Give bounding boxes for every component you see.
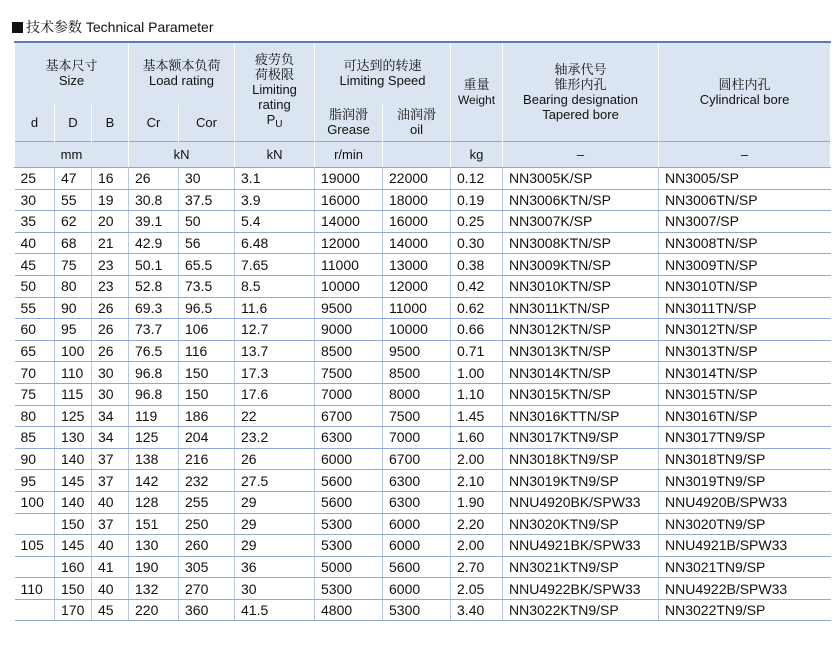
cell-outer-D: 170 (55, 599, 92, 621)
cell-weight: 0.62 (451, 297, 503, 319)
cell-width-B: 19 (92, 189, 129, 211)
cell-bore-d: 110 (15, 578, 55, 600)
cell-cr: 142 (129, 470, 179, 492)
cell-cor: 30 (179, 168, 235, 190)
cell-cr: 125 (129, 427, 179, 449)
cell-cor: 56 (179, 232, 235, 254)
cell-bore-d: 65 (15, 340, 55, 362)
cell-outer-D: 150 (55, 513, 92, 535)
cell-fatigue-pu: 41.5 (235, 599, 315, 621)
cell-cor: 50 (179, 211, 235, 233)
table-row (15, 319, 831, 341)
table-row (15, 362, 831, 384)
cell-cr: 220 (129, 599, 179, 621)
cell-tapered-bore: NNU4922BK/SPW33 (503, 578, 659, 600)
cell-speed-grease: 6300 (315, 427, 383, 449)
cell-cor: 204 (179, 427, 235, 449)
cell-width-B: 34 (92, 427, 129, 449)
cell-width-B: 23 (92, 254, 129, 276)
cell-speed-grease: 9000 (315, 319, 383, 341)
cell-fatigue-pu: 12.7 (235, 319, 315, 341)
cell-speed-oil: 10000 (383, 319, 451, 341)
table-row (15, 578, 831, 600)
cell-cr: 132 (129, 578, 179, 600)
cell-weight: 0.25 (451, 211, 503, 233)
cell-bore-d: 40 (15, 232, 55, 254)
unit-oil-blank (383, 142, 451, 168)
cell-weight: 2.05 (451, 578, 503, 600)
cell-speed-grease: 5300 (315, 578, 383, 600)
table-row (15, 232, 831, 254)
cell-width-B: 26 (92, 340, 129, 362)
cell-weight: 2.00 (451, 448, 503, 470)
cell-bore-d (15, 556, 55, 578)
cell-outer-D: 95 (55, 319, 92, 341)
table-row (15, 427, 831, 449)
cell-cylindrical-bore: NN3005/SP (659, 168, 831, 190)
cell-fatigue-pu: 5.4 (235, 211, 315, 233)
cell-cylindrical-bore: NN3016TN/SP (659, 405, 831, 427)
table-row (15, 599, 831, 621)
cell-cylindrical-bore: NNU4920B/SPW33 (659, 491, 831, 513)
cell-outer-D: 115 (55, 383, 92, 405)
unit-kn-fatigue: kN (235, 142, 315, 168)
cell-width-B: 34 (92, 405, 129, 427)
cell-cylindrical-bore: NN3021TN9/SP (659, 556, 831, 578)
cell-cylindrical-bore: NN3019TN9/SP (659, 470, 831, 492)
cell-weight: 3.40 (451, 599, 503, 621)
cell-tapered-bore: NN3017KTN9/SP (503, 427, 659, 449)
cell-cylindrical-bore: NN3013TN/SP (659, 340, 831, 362)
cell-cylindrical-bore: NNU4922B/SPW33 (659, 578, 831, 600)
cell-fatigue-pu: 23.2 (235, 427, 315, 449)
cell-bore-d: 60 (15, 319, 55, 341)
cell-bore-d (15, 513, 55, 535)
cell-outer-D: 62 (55, 211, 92, 233)
cell-cr: 69.3 (129, 297, 179, 319)
cell-weight: 0.38 (451, 254, 503, 276)
cell-cor: 106 (179, 319, 235, 341)
cell-speed-oil: 5300 (383, 599, 451, 621)
cell-outer-D: 140 (55, 448, 92, 470)
cell-weight: 2.20 (451, 513, 503, 535)
cell-speed-oil: 6300 (383, 491, 451, 513)
cell-speed-grease: 6000 (315, 448, 383, 470)
cell-speed-oil: 13000 (383, 254, 451, 276)
cell-cr: 96.8 (129, 383, 179, 405)
cell-tapered-bore: NN3012KTN/SP (503, 319, 659, 341)
header-limiting-speed: 可达到的转速 Limiting Speed (315, 42, 451, 103)
header-oil: 油润滑 oil (383, 103, 451, 142)
fatigue-subscript: U (275, 119, 283, 130)
cell-tapered-bore: NNU4920BK/SPW33 (503, 491, 659, 513)
header-cylindrical-bore: 圆柱内孔 Cylindrical bore (659, 42, 831, 142)
cell-width-B: 21 (92, 232, 129, 254)
table-row (15, 383, 831, 405)
header-cor: Cor (179, 103, 235, 142)
cell-width-B: 30 (92, 383, 129, 405)
cell-fatigue-pu: 17.6 (235, 383, 315, 405)
cell-width-B: 40 (92, 535, 129, 557)
header-fatigue-limit: 疲劳负 荷极限 Limiting rating $P_U$ (235, 42, 315, 142)
cell-speed-oil: 6000 (383, 535, 451, 557)
cell-fatigue-pu: 8.5 (235, 275, 315, 297)
cell-fatigue-pu: 17.3 (235, 362, 315, 384)
cell-fatigue-pu: 7.65 (235, 254, 315, 276)
header-grease: 脂润滑 Grease (315, 103, 383, 142)
cell-tapered-bore: NN3015KTN/SP (503, 383, 659, 405)
cell-speed-grease: 5600 (315, 470, 383, 492)
cell-outer-D: 75 (55, 254, 92, 276)
cell-weight: 1.60 (451, 427, 503, 449)
cell-speed-grease: 10000 (315, 275, 383, 297)
cell-fatigue-pu: 11.6 (235, 297, 315, 319)
cell-width-B: 40 (92, 491, 129, 513)
unit-mm: mm (15, 142, 129, 168)
cell-bore-d: 90 (15, 448, 55, 470)
cell-speed-grease: 8500 (315, 340, 383, 362)
cell-bore-d (15, 599, 55, 621)
cell-outer-D: 47 (55, 168, 92, 190)
header-tapered-bore: 轴承代号 锥形内孔 Bearing designation Tapered bore (503, 42, 659, 142)
cell-cor: 270 (179, 578, 235, 600)
cell-cr: 30.8 (129, 189, 179, 211)
cell-cor: 260 (179, 535, 235, 557)
cell-speed-grease: 5600 (315, 491, 383, 513)
cell-cylindrical-bore: NN3012TN/SP (659, 319, 831, 341)
cell-speed-oil: 6700 (383, 448, 451, 470)
cell-speed-oil: 11000 (383, 297, 451, 319)
cell-bore-d: 55 (15, 297, 55, 319)
cell-weight: 2.00 (451, 535, 503, 557)
technical-parameter-table (14, 41, 831, 621)
cell-weight: 0.42 (451, 275, 503, 297)
table-row (15, 254, 831, 276)
cell-cylindrical-bore: NN3010TN/SP (659, 275, 831, 297)
cell-cr: 151 (129, 513, 179, 535)
cell-bore-d: 80 (15, 405, 55, 427)
cell-speed-grease: 16000 (315, 189, 383, 211)
cell-fatigue-pu: 26 (235, 448, 315, 470)
header-weight: 重量 Weight (451, 42, 503, 142)
cell-speed-grease: 4800 (315, 599, 383, 621)
cell-cylindrical-bore: NN3020TN9/SP (659, 513, 831, 535)
cell-outer-D: 125 (55, 405, 92, 427)
cell-bore-d: 85 (15, 427, 55, 449)
header-size: 基本尺寸 Size (15, 42, 129, 103)
header-d: d (15, 103, 55, 142)
cell-bore-d: 105 (15, 535, 55, 557)
table-row (15, 275, 831, 297)
cell-speed-grease: 11000 (315, 254, 383, 276)
cell-fatigue-pu: 29 (235, 513, 315, 535)
cell-outer-D: 90 (55, 297, 92, 319)
cell-bore-d: 45 (15, 254, 55, 276)
cell-speed-oil: 9500 (383, 340, 451, 362)
cell-bore-d: 75 (15, 383, 55, 405)
cell-fatigue-pu: 27.5 (235, 470, 315, 492)
cell-speed-oil: 6000 (383, 513, 451, 535)
unit-kg: kg (451, 142, 503, 168)
cell-bore-d: 100 (15, 491, 55, 513)
cell-bore-d: 35 (15, 211, 55, 233)
cell-speed-oil: 5600 (383, 556, 451, 578)
table-row (15, 491, 831, 513)
table-row (15, 448, 831, 470)
cell-tapered-bore: NN3011KTN/SP (503, 297, 659, 319)
cell-weight: 0.66 (451, 319, 503, 341)
cell-weight: 0.12 (451, 168, 503, 190)
cell-cor: 150 (179, 383, 235, 405)
cell-speed-grease: 9500 (315, 297, 383, 319)
cell-cylindrical-bore: NN3008TN/SP (659, 232, 831, 254)
cell-tapered-bore: NN3020KTN9/SP (503, 513, 659, 535)
cell-cr: 52.8 (129, 275, 179, 297)
cell-weight: 1.90 (451, 491, 503, 513)
cell-cylindrical-bore: NN3009TN/SP (659, 254, 831, 276)
cell-cylindrical-bore: NN3017TN9/SP (659, 427, 831, 449)
cell-weight: 0.30 (451, 232, 503, 254)
cell-width-B: 23 (92, 275, 129, 297)
cell-cor: 255 (179, 491, 235, 513)
cell-width-B: 40 (92, 578, 129, 600)
cell-outer-D: 145 (55, 470, 92, 492)
cell-speed-oil: 16000 (383, 211, 451, 233)
cell-cylindrical-bore: NN3022TN9/SP (659, 599, 831, 621)
cell-speed-oil: 12000 (383, 275, 451, 297)
cell-width-B: 30 (92, 362, 129, 384)
cell-speed-oil: 8000 (383, 383, 451, 405)
cell-speed-oil: 6300 (383, 470, 451, 492)
cell-weight: 1.00 (451, 362, 503, 384)
fatigue-symbol: P (266, 112, 276, 127)
cell-speed-oil: 22000 (383, 168, 451, 190)
cell-speed-grease: 6700 (315, 405, 383, 427)
cell-fatigue-pu: 3.9 (235, 189, 315, 211)
cell-cylindrical-bore: NN3007/SP (659, 211, 831, 233)
unit-cylindrical-dash: – (659, 142, 831, 168)
table-row (15, 211, 831, 233)
cell-outer-D: 80 (55, 275, 92, 297)
header-D: D (55, 103, 92, 142)
cell-width-B: 41 (92, 556, 129, 578)
cell-cr: 26 (129, 168, 179, 190)
cell-tapered-bore: NN3009KTN/SP (503, 254, 659, 276)
cell-width-B: 37 (92, 448, 129, 470)
cell-tapered-bore: NN3018KTN9/SP (503, 448, 659, 470)
cell-outer-D: 110 (55, 362, 92, 384)
cell-cor: 360 (179, 599, 235, 621)
cell-width-B: 16 (92, 168, 129, 190)
cell-cylindrical-bore: NN3006TN/SP (659, 189, 831, 211)
cell-cor: 116 (179, 340, 235, 362)
cell-speed-oil: 14000 (383, 232, 451, 254)
cell-fatigue-pu: 30 (235, 578, 315, 600)
cell-cylindrical-bore: NN3011TN/SP (659, 297, 831, 319)
unit-kn-load: kN (129, 142, 235, 168)
cell-cor: 305 (179, 556, 235, 578)
cell-width-B: 45 (92, 599, 129, 621)
cell-fatigue-pu: 36 (235, 556, 315, 578)
cell-fatigue-pu: 6.48 (235, 232, 315, 254)
table-row (15, 340, 831, 362)
cell-outer-D: 55 (55, 189, 92, 211)
cell-bore-d: 50 (15, 275, 55, 297)
cell-cor: 216 (179, 448, 235, 470)
cell-fatigue-pu: 3.1 (235, 168, 315, 190)
cell-weight: 2.10 (451, 470, 503, 492)
cell-cr: 73.7 (129, 319, 179, 341)
section-title-text: 技术参数 Technical Parameter (26, 19, 214, 35)
cell-outer-D: 145 (55, 535, 92, 557)
cell-cor: 250 (179, 513, 235, 535)
table-row (15, 297, 831, 319)
cell-cr: 39.1 (129, 211, 179, 233)
table-row (15, 189, 831, 211)
cell-cr: 50.1 (129, 254, 179, 276)
cell-speed-oil: 6000 (383, 578, 451, 600)
cell-tapered-bore: NN3013KTN/SP (503, 340, 659, 362)
cell-cor: 232 (179, 470, 235, 492)
header-cr: Cr (129, 103, 179, 142)
cell-speed-grease: 5000 (315, 556, 383, 578)
cell-cr: 76.5 (129, 340, 179, 362)
cell-width-B: 37 (92, 470, 129, 492)
cell-width-B: 37 (92, 513, 129, 535)
cell-tapered-bore: NN3007K/SP (503, 211, 659, 233)
cell-cr: 96.8 (129, 362, 179, 384)
cell-speed-grease: 7500 (315, 362, 383, 384)
header-load-rating: 基本额本负荷 Load rating (129, 42, 235, 103)
cell-cylindrical-bore: NN3015TN/SP (659, 383, 831, 405)
cell-cor: 186 (179, 405, 235, 427)
cell-speed-grease: 14000 (315, 211, 383, 233)
cell-tapered-bore: NN3021KTN9/SP (503, 556, 659, 578)
cell-weight: 1.45 (451, 405, 503, 427)
cell-speed-grease: 12000 (315, 232, 383, 254)
table-row (15, 405, 831, 427)
cell-weight: 0.19 (451, 189, 503, 211)
section-title (12, 17, 214, 37)
cell-tapered-bore: NN3006KTN/SP (503, 189, 659, 211)
cell-weight: 1.10 (451, 383, 503, 405)
cell-cr: 119 (129, 405, 179, 427)
cell-bore-d: 70 (15, 362, 55, 384)
cell-cr: 138 (129, 448, 179, 470)
cell-weight: 0.71 (451, 340, 503, 362)
cell-speed-grease: 7000 (315, 383, 383, 405)
cell-speed-oil: 7500 (383, 405, 451, 427)
cell-outer-D: 130 (55, 427, 92, 449)
cell-outer-D: 68 (55, 232, 92, 254)
unit-tapered-dash: – (503, 142, 659, 168)
cell-tapered-bore: NN3022KTN9/SP (503, 599, 659, 621)
cell-tapered-bore: NN3014KTN/SP (503, 362, 659, 384)
cell-cor: 65.5 (179, 254, 235, 276)
table-body (15, 168, 831, 621)
square-bullet-icon (12, 22, 23, 33)
cell-cor: 96.5 (179, 297, 235, 319)
cell-outer-D: 100 (55, 340, 92, 362)
cell-speed-grease: 19000 (315, 168, 383, 190)
cell-fatigue-pu: 22 (235, 405, 315, 427)
cell-width-B: 26 (92, 297, 129, 319)
cell-fatigue-pu: 29 (235, 491, 315, 513)
cell-cor: 37.5 (179, 189, 235, 211)
cell-cr: 190 (129, 556, 179, 578)
cell-width-B: 20 (92, 211, 129, 233)
cell-bore-d: 95 (15, 470, 55, 492)
table-row (15, 556, 831, 578)
cell-speed-oil: 18000 (383, 189, 451, 211)
cell-cylindrical-bore: NNU4921B/SPW33 (659, 535, 831, 557)
cell-cor: 150 (179, 362, 235, 384)
cell-tapered-bore: NNU4921BK/SPW33 (503, 535, 659, 557)
cell-outer-D: 160 (55, 556, 92, 578)
cell-tapered-bore: NN3010KTN/SP (503, 275, 659, 297)
cell-bore-d: 25 (15, 168, 55, 190)
cell-cr: 130 (129, 535, 179, 557)
cell-weight: 2.70 (451, 556, 503, 578)
cell-width-B: 26 (92, 319, 129, 341)
cell-tapered-bore: NN3019KTN9/SP (503, 470, 659, 492)
cell-cor: 73.5 (179, 275, 235, 297)
cell-speed-oil: 8500 (383, 362, 451, 384)
unit-rmin: r/min (315, 142, 383, 168)
table-row (15, 168, 831, 190)
cell-fatigue-pu: 13.7 (235, 340, 315, 362)
cell-cylindrical-bore: NN3018TN9/SP (659, 448, 831, 470)
cell-cr: 128 (129, 491, 179, 513)
cell-outer-D: 150 (55, 578, 92, 600)
table-row (15, 535, 831, 557)
cell-tapered-bore: NN3016KTTN/SP (503, 405, 659, 427)
cell-bore-d: 30 (15, 189, 55, 211)
header-B: B (92, 103, 129, 142)
cell-cylindrical-bore: NN3014TN/SP (659, 362, 831, 384)
cell-speed-oil: 7000 (383, 427, 451, 449)
cell-cr: 42.9 (129, 232, 179, 254)
cell-speed-grease: 5300 (315, 535, 383, 557)
cell-outer-D: 140 (55, 491, 92, 513)
cell-tapered-bore: NN3005K/SP (503, 168, 659, 190)
table-row (15, 470, 831, 492)
cell-speed-grease: 5300 (315, 513, 383, 535)
cell-fatigue-pu: 29 (235, 535, 315, 557)
table-row (15, 513, 831, 535)
cell-tapered-bore: NN3008KTN/SP (503, 232, 659, 254)
